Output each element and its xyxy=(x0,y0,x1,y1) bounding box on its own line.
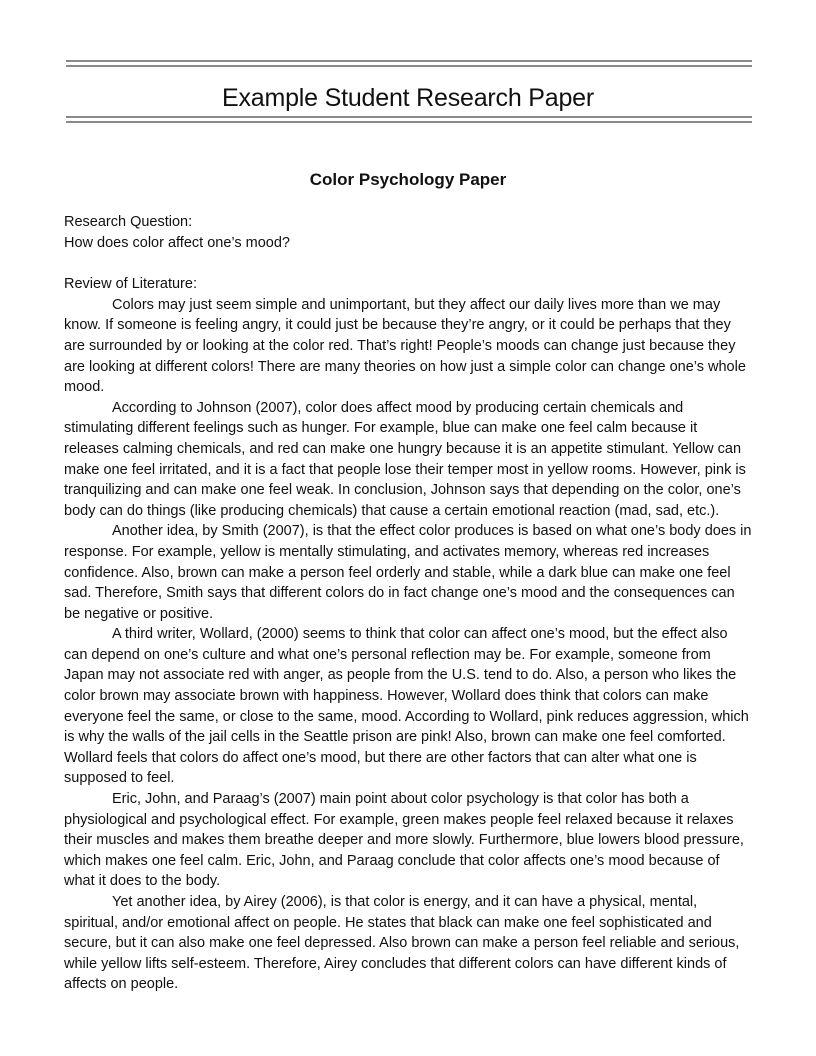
paper-title: Color Psychology Paper xyxy=(309,170,507,189)
research-question-heading: Research Question: xyxy=(64,214,193,230)
header-top-rule-1 xyxy=(66,60,752,62)
document-header-title: Example Student Research Paper xyxy=(222,84,594,112)
header-top-rule-2 xyxy=(66,65,752,67)
review-paragraph: Another idea, by Smith (2007), is that the effect color produces is based on what one’s body does in response. For example, yellow is mentally stimulating, and activates memory, whereas red increases confidence. Also, brown can make a person feel orderly and stable, while a dark blue can make one feel sad. Therefore, Smith says that different colors do in fact change one’s mood and the consequences can be negative or positive. xyxy=(64,523,752,622)
section-spacer xyxy=(64,253,754,274)
review-paragraph: A third writer, Wollard, (2000) seems to think that color can affect one’s mood, but the effect also can depend on one’s culture and what one’s personal reflection may be. For example, someone from Japan may not associate red with anger, as people from the U.S. tend to do. Also, a person who likes the color brown may associate brown with happiness. However, Wollard does think that colors can make everyone feel the same, or close to the same, mood. According to Wollard, pink reduces aggression, which is why the walls of the jail cells in the Seattle prison are pink! Also, brown can make one feel comforted. Wollard feels that colors do affect one’s mood, but there are other factors that can alter what one is supposed to feel. xyxy=(64,626,749,787)
review-paragraph: Colors may just seem simple and unimportant, but they affect our daily lives more than we may know. If someone is feeling angry, it could just be because they’re angry, or it could be perhaps that they are surrounded by or looking at the color red. That’s right! People’s moods can change just because they are looking at different colors! There are many theories on how just a simple color can change one’s whole mood. xyxy=(64,296,746,396)
paper-body xyxy=(64,212,754,995)
review-paragraph: Yet another idea, by Airey (2006), is that color is energy, and it can have a physical, mental, spiritual, and/or emotional affect on people. He states that black can make one feel sophisticated and secure, but it can also make one feel depressed. Also brown can make a person feel reliable and serious, while yellow lifts self-esteem. Therefore, Airey concludes that different colors can have different kinds of affects on people. xyxy=(64,894,740,993)
header-bottom-rule-2 xyxy=(66,121,752,123)
research-question-text: How does color affect one’s mood? xyxy=(64,234,290,251)
review-paragraph: According to Johnson (2007), color does affect mood by producing certain chemicals and stimulating different feelings such as hunger. For example, blue can make one feel calm because it releases calming chemicals, and red can make one hungry because it is an appetite stimulant. Yellow can make one feel irritated, and it is a fact that people lose their temper most in yellow rooms. However, pink is tranquilizing and can make one feel weak. In conclusion, Johnson says that depending on the color, one’s body can do things (like producing chemicals) that cause a certain emotional reaction (mad, sad, etc.). xyxy=(64,399,746,519)
header-bottom-rule-1 xyxy=(66,116,752,118)
review-paragraph: Eric, John, and Paraag’s (2007) main point about color psychology is that color has both a physiological and psychological effect. For example, green makes people feel relaxed because it relaxes their muscles and makes them breathe deeper and more slowly. Furthermore, blue lowers blood pressure, which makes one feel calm. Eric, John, and Paraag conclude that color affects one’s mood because of what it does to the body. xyxy=(64,791,744,890)
review-of-literature-heading: Review of Literature: xyxy=(64,276,197,293)
